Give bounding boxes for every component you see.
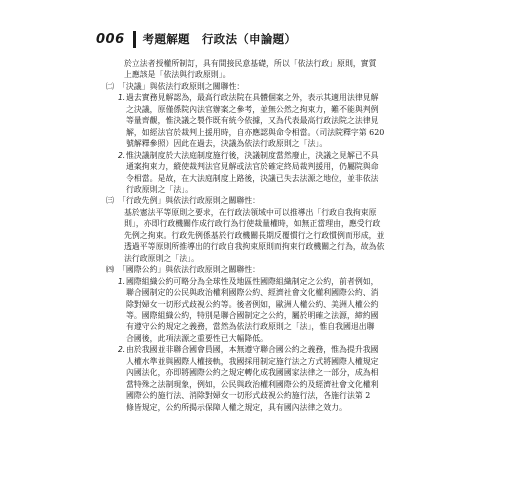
list-item: [112, 150, 430, 196]
text-line: 國際組織公約可略分為全球性及地區性國際組織制定之公約，前者例如，: [126, 276, 379, 286]
list-item: [112, 92, 430, 149]
section-marker: ㈣: [106, 265, 114, 275]
text-line: 合國後，此項法源之重要性已大幅降低。: [126, 333, 269, 343]
section-resolution: [106, 81, 430, 196]
list-item: [112, 276, 430, 345]
text-line: 解，如經法官於裁判上援用時，自亦應認與命令相當。（司法院釋字第 620: [126, 127, 385, 137]
item-number: 2.: [118, 345, 126, 355]
text-line: 通案拘束力，縱使裁判法官見解或法官於確定終局裁判援用，仍屬院與命: [126, 162, 379, 172]
text-line: 等量齊觀，惟決議之製作既有統今依據，又為代表最高行政法院之法律見: [126, 116, 379, 126]
text-line: 國際公約施行法、消除對婦女一切形式歧視公約施行法，各施行法第 2: [126, 391, 371, 401]
section-heading: 「決議」與依法行政原則之關聯性：: [118, 81, 245, 91]
text-line: 內國法化，亦即將國際公約之規定轉化成我國國家法律之一部分，成為相: [126, 368, 379, 378]
page-number: 006: [96, 31, 125, 47]
text-line: 等。國際組織公約，特別是聯合國制定之公約，屬於明確之法源，締約國: [126, 310, 379, 320]
text-line: 則」，亦即行政機關作成行政行為行使裁量權時，如無正當理由，應受行政: [124, 219, 381, 229]
header-title: [143, 31, 297, 47]
section-marker: ㈡: [106, 81, 114, 91]
section-administrative-precedent: [106, 195, 430, 264]
document-body: [106, 58, 430, 413]
header-divider: [133, 31, 136, 48]
item-number: 2.: [118, 150, 126, 160]
intro-paragraph: [112, 58, 430, 81]
text-line: 有遵守公約規定之義務，當然為依法行政原則之「法」，惟自我國退出聯: [126, 322, 375, 332]
text-line: 人權水準並與國際人權接軌，我國採用制定施行法之方式將國際人權規定: [126, 356, 379, 366]
text-line: 號解釋參照）因此在過去，決議為依法行政原則之「法」。: [126, 139, 328, 149]
text-line: 上應該是「依法與行政原則」。: [124, 70, 231, 80]
text-line: 聯合國制定的公民與政治權利國際公約、經濟社會文化權利國際公約、消: [126, 288, 379, 298]
text-line: 法行政原則之「法」。: [124, 253, 199, 263]
section-marker: ㈢: [106, 196, 114, 206]
text-line: 過去實務見解認為，最高行政法院在具體個案之外，表示其適用法律見解: [126, 93, 379, 103]
text-line: 當特殊之法制現象，例如，公民與政治權利國際公約及經濟社會文化權利: [126, 379, 379, 389]
section-heading: 「行政先例」與依法行政原則之關聯性：: [118, 196, 261, 206]
text-line: 令相當。是故，在大法庭制度上路後，決議已失去法源之地位，並非依法: [126, 173, 379, 183]
text-line: 除對婦女一切形式歧視公約等。後者例如，歐洲人權公約、美洲人權公約: [126, 299, 379, 309]
text-line: 行政原則之「法」。: [126, 184, 194, 194]
text-line: 透過平等原則所推導出的行政自我拘束原則而拘束行政機關之行為，故為依: [124, 242, 385, 252]
text-line: 之決議，原僅係院內法官辦案之參考，並無公然之拘束力，難不能與判例: [126, 104, 379, 114]
text-line: 先例之拘束。行政先例係基於行政機關長期反覆慣行之行政慣例而形成，並: [124, 230, 385, 240]
text-line: 基於憲法平等原則之要求，在行政法領域中可以推導出「行政自我拘束原: [124, 207, 377, 217]
list-item: [112, 344, 430, 413]
item-number: 1.: [118, 93, 126, 103]
text-line: 條皆規定，公約所揭示保障人權之規定，具有國內法律之效力。: [126, 402, 347, 412]
page-header: [96, 28, 296, 50]
text-line: 由於我國並非聯合國會員國，本無遵守聯合國公約之義務，惟為提升我國: [126, 345, 379, 355]
section-label: 考題解題: [142, 32, 190, 46]
text-line: 於立法者授權所制訂，具有間接民意基礎，所以「依法行政」原則，實質: [124, 59, 377, 68]
item-number: 1.: [118, 276, 126, 286]
text-line: 惟決議制度於大法庭制度施行後，決議制度當然廢止，決議之見解已不具: [126, 150, 379, 160]
section-international-conventions: [106, 264, 430, 413]
section-heading: 「國際公約」與依法行政原則之關聯性：: [118, 265, 261, 275]
subject-label: 行政法（申論題）: [201, 32, 297, 46]
